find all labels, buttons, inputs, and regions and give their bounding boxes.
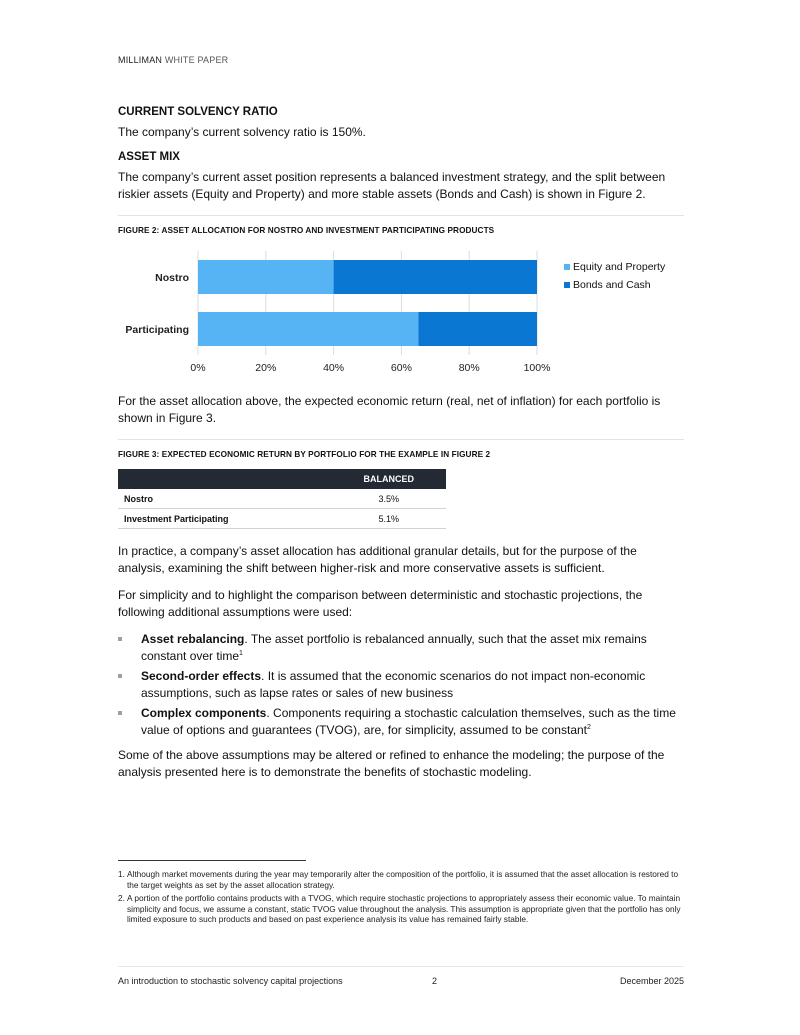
footnote-number: 1. bbox=[118, 869, 125, 879]
asset-mix-heading: ASSET MIX bbox=[118, 151, 180, 163]
footnote-text: Although market movements during the year may temporarily alter the composition of the portfolio, it is assumed that the asset allocation is restored to the target weights as set by the asset allocation strategy. bbox=[127, 869, 679, 890]
bar-segment bbox=[198, 260, 334, 294]
legend-swatch-bonds bbox=[564, 282, 570, 288]
figure-divider bbox=[118, 215, 684, 216]
x-tick-label: 40% bbox=[323, 362, 345, 374]
footnote bbox=[118, 893, 684, 925]
table-row bbox=[118, 489, 446, 509]
main-content bbox=[118, 106, 684, 791]
legend-label-bonds: Bonds and Cash bbox=[573, 279, 651, 291]
bullet-square-icon bbox=[118, 711, 122, 715]
bullet-term: Complex components bbox=[141, 706, 267, 720]
table-row bbox=[118, 509, 446, 529]
footnote bbox=[118, 869, 684, 890]
y-category-label: Participating bbox=[125, 324, 189, 336]
legend-label-equity: Equity and Property bbox=[573, 261, 666, 273]
row-label: Nostro bbox=[118, 489, 331, 509]
table-header-row bbox=[118, 469, 446, 489]
header-brand: MILLIMAN bbox=[118, 55, 163, 65]
paragraph-granular: In practice, a company’s asset allocation has additional granular details, but for the purpose of the analysis, examining the shift between higher-risk and more conservative assets is sufficient. bbox=[118, 544, 637, 575]
figure2-title: FIGURE 2: ASSET ALLOCATION FOR NOSTRO AND INVESTMENT PARTICIPATING PRODUCTS bbox=[118, 226, 495, 235]
page-number: 2 bbox=[432, 976, 438, 986]
list-item bbox=[118, 668, 684, 702]
header-doc-type: WHITE PAPER bbox=[164, 55, 229, 65]
bullet-text: . Components requiring a stochastic calculation themselves, such as the time value of options and guarantees (TVOG), are, for simplicity, assumed to be constant bbox=[141, 706, 676, 737]
table-header-cell bbox=[118, 469, 331, 489]
assumptions-list bbox=[118, 631, 684, 739]
table-header-cell: BALANCED bbox=[331, 469, 446, 489]
bullet-square-icon bbox=[118, 674, 122, 678]
bar-segment bbox=[334, 260, 537, 294]
footnote-ref[interactable]: 2 bbox=[587, 724, 591, 731]
list-item bbox=[118, 705, 684, 739]
legend-swatch-equity bbox=[564, 264, 570, 270]
chart-legend bbox=[564, 261, 665, 297]
figure-divider bbox=[118, 439, 684, 440]
bullet-term: Asset rebalancing bbox=[141, 632, 245, 646]
list-item bbox=[118, 631, 684, 665]
solvency-heading: CURRENT SOLVENCY RATIO bbox=[118, 106, 278, 118]
footer-date: December 2025 bbox=[619, 976, 684, 986]
footnotes bbox=[118, 869, 684, 928]
x-tick-label: 0% bbox=[190, 362, 206, 374]
x-tick-label: 20% bbox=[255, 362, 277, 374]
footnote-rule bbox=[118, 860, 306, 861]
row-value: 5.1% bbox=[331, 509, 446, 529]
x-tick-label: 100% bbox=[523, 362, 551, 374]
row-value: 3.5% bbox=[331, 489, 446, 509]
bullet-square-icon bbox=[118, 637, 122, 641]
x-tick-label: 60% bbox=[390, 362, 412, 374]
economic-return-table bbox=[118, 469, 446, 529]
x-tick-label: 80% bbox=[458, 362, 480, 374]
paragraph-assumptions-intro: For simplicity and to highlight the comparison between deterministic and stochastic projections, the following additional assumptions were used: bbox=[118, 588, 643, 619]
footer-rule bbox=[118, 966, 684, 967]
footnote-number: 2. bbox=[118, 893, 125, 903]
figure3-title: FIGURE 3: EXPECTED ECONOMIC RETURN BY PORTFOLIO FOR THE EXAMPLE IN FIGURE 2 bbox=[118, 450, 491, 459]
legend-item-equity bbox=[564, 261, 665, 273]
legend-item-bonds bbox=[564, 279, 665, 291]
asset-mix-text: The company’s current asset position represents a balanced investment strategy, and the split between riskier assets (Equity and Property) and more stable assets (Bonds and Cash) is shown in Figure 2. bbox=[118, 170, 666, 201]
bullet-term: Second-order effects bbox=[141, 669, 262, 683]
paragraph-conclusion: Some of the above assumptions may be altered or refined to enhance the modeling; the purpose of the analysis presented here is to demonstrate the benefits of stochastic modeling. bbox=[118, 748, 665, 779]
after-figure2-text: For the asset allocation above, the expected economic return (real, net of inflation) for each portfolio is shown in Figure 3. bbox=[118, 394, 661, 425]
y-category-label: Nostro bbox=[155, 272, 189, 284]
running-header bbox=[118, 55, 228, 65]
bullet-text: . It is assumed that the economic scenarios do not impact non-economic assumptions, such as lapse rates or sales of new business bbox=[141, 669, 646, 700]
asset-allocation-chart bbox=[118, 247, 684, 379]
footnote-text: A portion of the portfolio contains products with a TVOG, which require stochastic projections to appropriately assess their economic value. To maintain simplicity and focus, we assume a constant, static TVOG value throughout the analysis. This assumption is appropriate given that the portfolio has only limited exposure to such products and based on past experience analysis its value has remained fairly stable. bbox=[127, 893, 681, 924]
bullet-text: . The asset portfolio is rebalanced annually, such that the asset mix remains constant over time bbox=[141, 632, 647, 663]
bar-segment bbox=[198, 312, 418, 346]
row-label: Investment Participating bbox=[118, 509, 331, 529]
footnote-ref[interactable]: 1 bbox=[239, 650, 243, 657]
bar-segment bbox=[418, 312, 537, 346]
footer-title: An introduction to stochastic solvency capital projections bbox=[118, 976, 343, 986]
solvency-text: The company’s current solvency ratio is 150%. bbox=[118, 125, 366, 139]
